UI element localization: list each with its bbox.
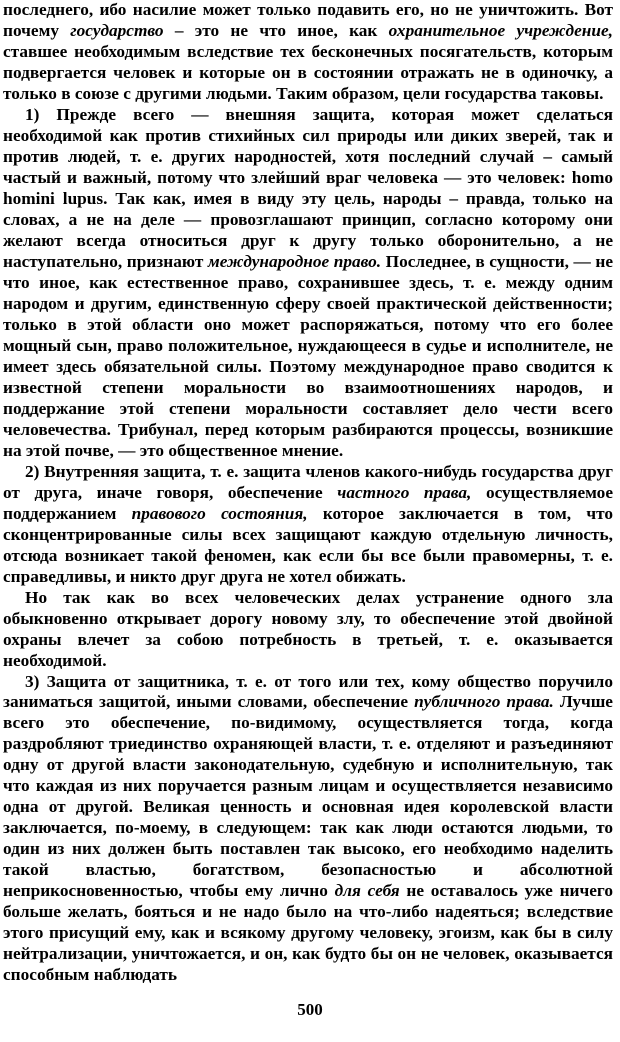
text-run: осуществляемое поддержанием — [3, 482, 613, 523]
page-number: 500 — [297, 1000, 323, 1019]
paragraph-1 — [3, 0, 613, 105]
text-run: последнего, ибо насилие может только подавить его, но не уничтожить. Вот почему — [3, 0, 613, 40]
italic-text-run: публичного права. — [414, 692, 554, 712]
italic-text-run: государство — [70, 20, 164, 40]
text-run: ставшее необходимым вследствие тех бесконечных посягательств, которым подвергается человек и которые он в состоянии отражать не в одиночку, а только в союзе с другими людьми. Таким образом, цели государства таковы. — [3, 41, 613, 103]
text-run: не оставалось уже ничего больше желать, бояться и не надо было на что-либо надеяться; вследствие этого присущий ему, как и всякому другому человеку, эгоизм, как бы в силу нейтрализации, уничтожается, и он, как будто бы он не человек, оказывается способным наблюдать — [3, 881, 613, 985]
paragraph-5 — [3, 672, 613, 987]
text-run: 1) Прежде всего — внешняя защита, которая может сделаться необходимой как против стихийных сил природы или диких зверей, так и против людей, т. е. других народностей, хотя последний случай – самый частый и важный, потому что злейший враг человека — это человек: homo homini lupus. Так как, имея в виду эту цель, народы – правда, только на словах, а не на деле — провозглашают принцип, согласно которому они желают всегда относиться друг к другу только оборонительно, а не наступательно, признают — [3, 104, 613, 271]
text-run: 3) Защита от защитника, т. е. от того или тех, кому общество поручило заниматься защитой, иными словами, обеспечение — [3, 671, 613, 712]
italic-text-run: для себя — [334, 881, 400, 901]
text-run: – это не что иное, как — [163, 20, 389, 40]
italic-text-run: правового состояния, — [131, 503, 308, 523]
body-text — [3, 0, 613, 986]
text-run: Лучше всего это обеспечение, по-видимому, осуществляется тогда, когда раздробляют триединство охраняющей власти, т. е. отделяют и разъединяют одну от другой власти законодательную, судебную и исполнительную, так что каждая из них поручается разным лицам и осуществляется независимо одна от другой. Великая ценность и основная идея королевской власти заключается, по-моему, в следующем: так как люди остаются людьми, то один из них должен быть поставлен так высоко, его необходимо наделить такой властью, богатством, безопасностью и абсолютной неприкосновенностью, чтобы ему лично — [3, 692, 613, 901]
italic-text-run: охранительное учреждение, — [388, 20, 613, 40]
text-run: которое заключается в том, что сконцентрированные силы всех защищают каждую отдельную личность, отсюда возникает такой феномен, как если бы все были правомерны, т. е. справедливы, и никто друг друга не хотел обижать. — [3, 503, 613, 586]
paragraph-3 — [3, 462, 613, 588]
paragraph-2 — [3, 105, 613, 462]
text-run: 2) Внутренняя защита, т. е. защита членов какого-нибудь государства друг от друга, иначе говоря, обеспечение — [3, 461, 613, 502]
text-run: Но так как во всех человеческих делах устранение одного зла обыкновенно открывает дорогу новому злу, то обеспечение этой двойной охраны влечет за собою потребность в третьей, т. е. оказывается необходимой. — [3, 587, 613, 670]
paragraph-4 — [3, 588, 613, 672]
italic-text-run: частного права, — [337, 482, 472, 502]
text-run: Последнее, в сущности, — не что иное, как естественное право, сохранившее здесь, т. е. между одним народом и другим, единственную сферу своей практической действенности; только в этой области оно может распоряжаться, потому что его более мощный сын, право положительное, нуждающееся в судье и исполнителе, не имеет здесь обязательной силы. Поэтому международное право сводится к известной степени моральности во взаимоотношениях народов, и поддержание этой степени моральности составляет дело чести всего человечества. Трибунал, перед которым разбираются процессы, возникшие на этой почве, — это общественное мнение. — [3, 251, 614, 460]
italic-text-run: международное право. — [207, 251, 382, 271]
